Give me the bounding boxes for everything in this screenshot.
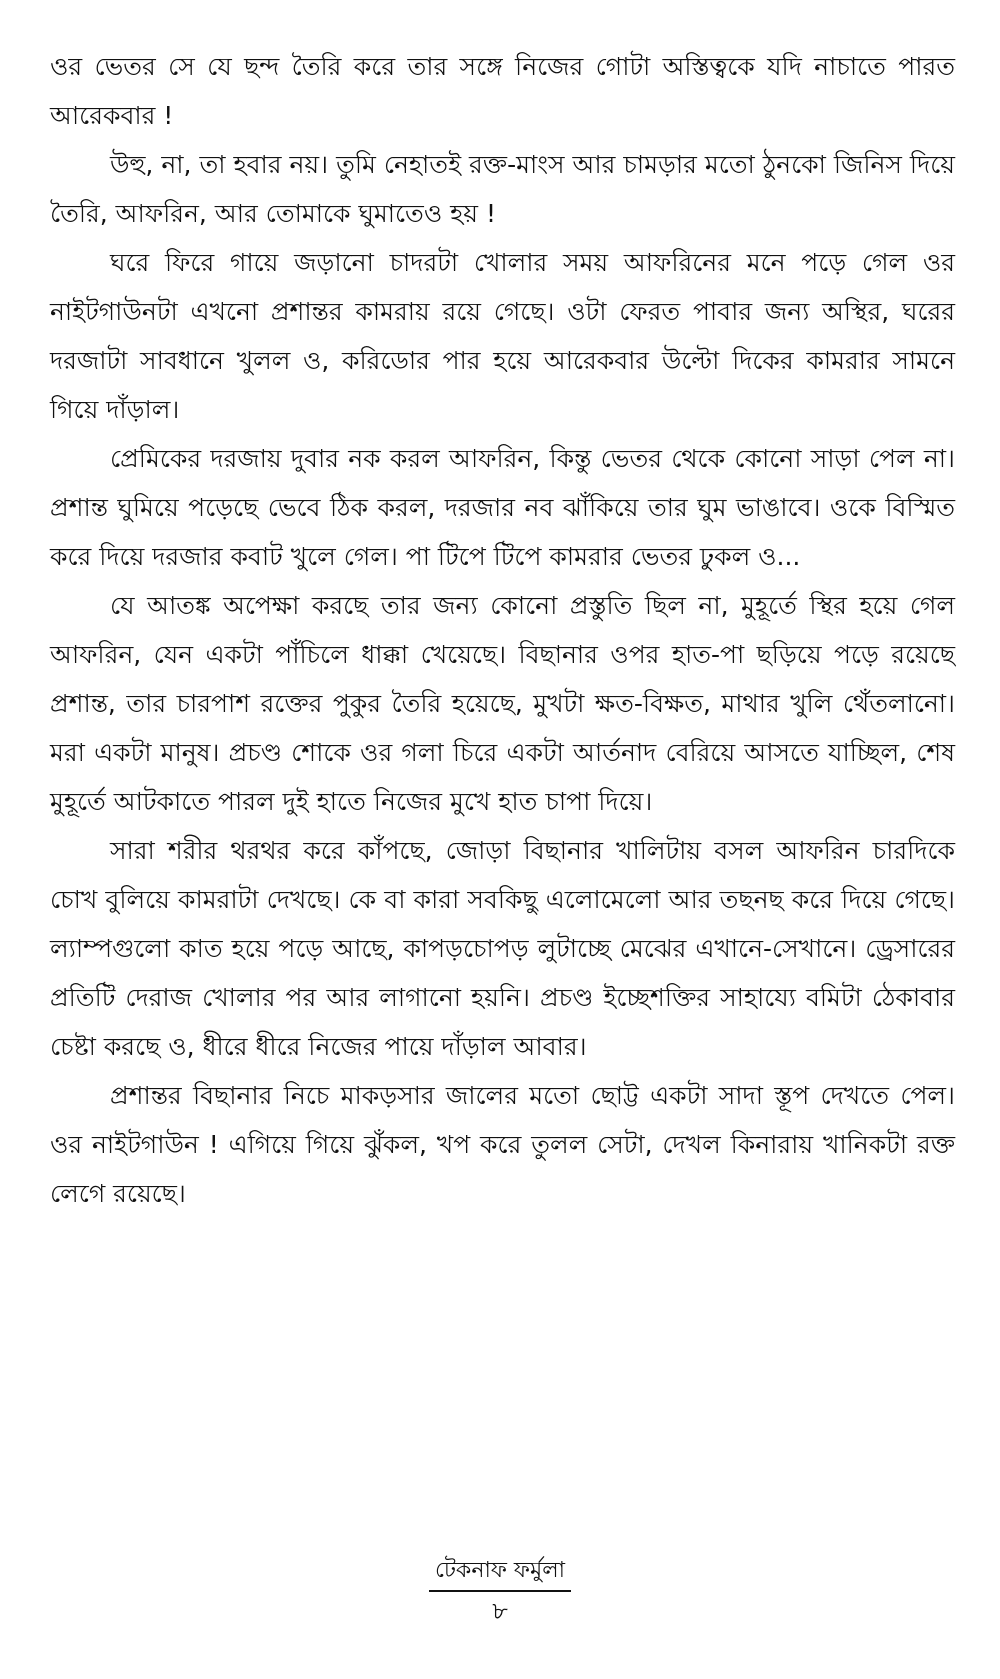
book-title: টেকনাফ ফর্মুলা bbox=[429, 1554, 571, 1592]
paragraph-2: উহু, না, তা হবার নয়। তুমি নেহাতই রক্ত-মাংস আর চামড়ার মতো ঠুনকো জিনিস দিয়ে তৈরি, আফরিন, আর তোমাকে ঘুমাতেও হয় ! bbox=[50, 150, 955, 228]
page-number: ৮ bbox=[492, 1597, 508, 1625]
paragraph-3: ঘরে ফিরে গায়ে জড়ানো চাদরটা খোলার সময় আফরিনের মনে পড়ে গেল ওর নাইটগাউনটা এখনো প্রশান্তর কামরায় রয়ে গেছে। ওটা ফেরত পাবার জন্য অস্থির, ঘরের দরজাটা সাবধানে খুলল ও, করিডোর পার হয়ে আরেকবার উল্টো দিকের কামরার সামনে গিয়ে দাঁড়াল। bbox=[50, 248, 955, 424]
page-footer bbox=[0, 1554, 1000, 1626]
paragraph-1: ওর ভেতর সে যে ছন্দ তৈরি করে তার সঙ্গে নিজের গোটা অস্তিত্বকে যদি নাচাতে পারত আরেকবার ! bbox=[50, 52, 955, 130]
paragraph-5: যে আতঙ্ক অপেক্ষা করছে তার জন্য কোনো প্রস্তুতি ছিল না, মুহূর্তে স্থির হয়ে গেল আফরিন, যেন একটা পাঁচিলে ধাক্কা খেয়েছে। বিছানার ওপর হাত-পা ছড়িয়ে পড়ে রয়েছে প্রশান্ত, তার চারপাশ রক্তের পুকুর তৈরি হয়েছে, মুখটা ক্ষত-বিক্ষত, মাথার খুলি থেঁতলানো। মরা একটা মানুষ। প্রচণ্ড শোকে ওর গলা চিরে একটা আর্তনাদ বেরিয়ে আসতে যাচ্ছিল, শেষ মুহূর্তে আটকাতে পারল দুই হাতে নিজের মুখে হাত চাপা দিয়ে। bbox=[50, 591, 955, 816]
paragraph-7: প্রশান্তর বিছানার নিচে মাকড়সার জালের মতো ছোট্ট একটা সাদা স্তূপ দেখতে পেল। ওর নাইটগাউন ! এগিয়ে গিয়ে ঝুঁকল, খপ করে তুলল সেটা, দেখল কিনারায় খানিকটা রক্ত লেগে রয়েছে। bbox=[50, 1081, 955, 1208]
page-body bbox=[50, 42, 955, 1218]
paragraph-6: সারা শরীর থরথর করে কাঁপছে, জোড়া বিছানার খালিটায় বসল আফরিন চারদিকে চোখ বুলিয়ে কামরাটা দেখছে। কে বা কারা সবকিছু এলোমেলো আর তছনছ করে দিয়ে গেছে। ল্যাম্পগুলো কাত হয়ে পড়ে আছে, কাপড়চোপড় লুটাচ্ছে মেঝের এখানে-সেখানে। ড্রেসারের প্রতিটি দেরাজ খোলার পর আর লাগানো হয়নি। প্রচণ্ড ইচ্ছেশক্তির সাহায্যে বমিটা ঠেকাবার চেষ্টা করছে ও, ধীরে ধীরে নিজের পায়ে দাঁড়াল আবার। bbox=[50, 836, 955, 1061]
paragraph-4: প্রেমিকের দরজায় দুবার নক করল আফরিন, কিন্তু ভেতর থেকে কোনো সাড়া পেল না। প্রশান্ত ঘুমিয়ে পড়েছে ভেবে ঠিক করল, দরজার নব ঝাঁকিয়ে তার ঘুম ভাঙাবে। ওকে বিস্মিত করে দিয়ে দরজার কবাট খুলে গেল। পা টিপে টিপে কামরার ভেতর ঢুকল ও... bbox=[50, 444, 955, 571]
